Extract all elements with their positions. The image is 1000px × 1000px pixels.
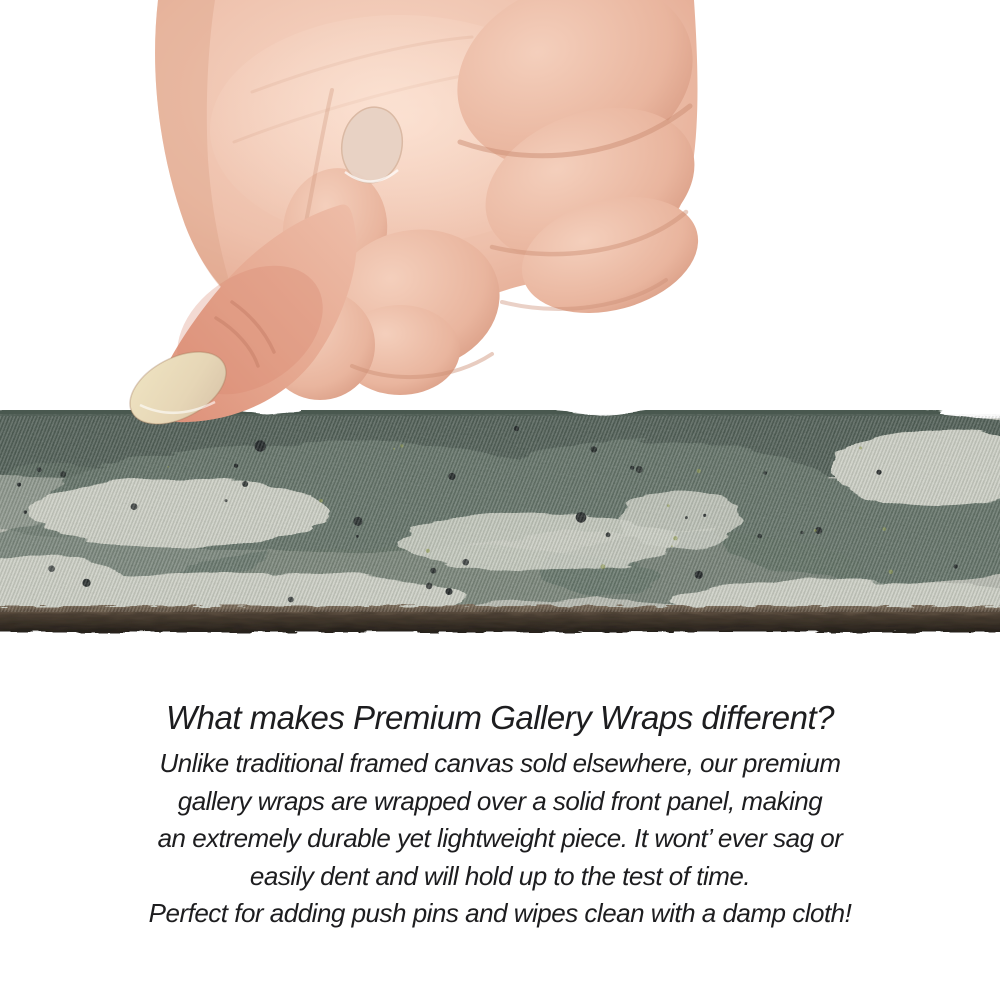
body-line-2: gallery wraps are wrapped over a solid front panel, making: [177, 785, 823, 816]
headline: What makes Premium Gallery Wraps different?: [165, 699, 835, 736]
body-line-4: easily dent and will hold up to the test of time.: [249, 860, 751, 891]
canvas-strip: [0, 410, 1000, 636]
hand-photo: [0, 0, 1000, 430]
body-line-5: Perfect for adding push pins and wipes clean with a damp cloth!: [148, 898, 852, 928]
marketing-copy: [0, 698, 1000, 933]
body-line-1: Unlike traditional framed canvas sold elsewhere, our premium: [159, 748, 841, 778]
canvas-edge: [0, 606, 1000, 632]
canvas-strip-graphic: [0, 410, 1000, 636]
hand-graphic: [0, 0, 1000, 430]
body-line-3: an extremely durable yet lightweight piece. It wont’ ever sag or: [157, 823, 843, 853]
canvas-grain-texture: [0, 414, 1000, 612]
